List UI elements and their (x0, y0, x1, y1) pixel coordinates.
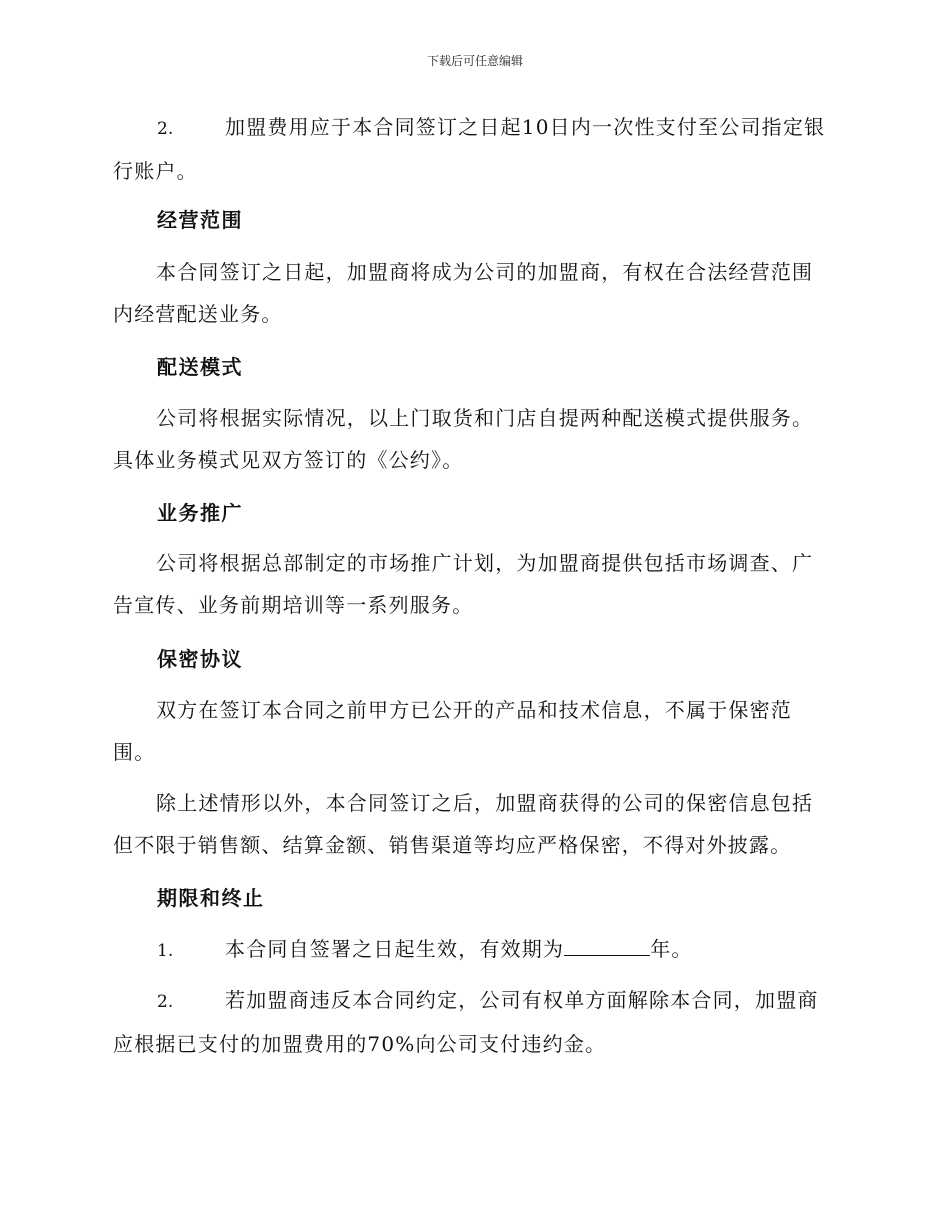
blank-line (564, 935, 650, 956)
section-body-delivery: 公司将根据实际情况，以上门取货和门店自提两种配送模式提供服务。具体业务模式见双方签订的《公约》。 (113, 406, 814, 472)
section-heading-term: 期限和终止 (157, 886, 265, 910)
section-heading-promotion: 业务推广 (157, 501, 243, 525)
section-heading-confidentiality: 保密协议 (157, 647, 243, 671)
clause-text-after: 年。 (650, 937, 693, 961)
clause-text-before: 本合同自签署之日起生效，有效期为 (225, 937, 565, 961)
section-body-confidentiality-1: 双方在签订本合同之前甲方已公开的产品和技术信息，不属于保密范围。 (113, 698, 792, 764)
section-heading-scope: 经营范围 (157, 208, 243, 232)
clause-number: 1. (157, 941, 174, 961)
page-header: 下载后可任意编辑 (426, 54, 523, 68)
clause-text: 加盟费用应于本合同签订之日起10日内一次性支付至公司指定银行账户。 (113, 115, 826, 183)
clause-number: 2. (157, 992, 174, 1012)
term-clause-1 (113, 928, 833, 972)
section-heading-delivery: 配送模式 (157, 355, 243, 379)
clause-text: 若加盟商违反本合同约定，公司有权单方面解除本合同，加盟商应根据已支付的加盟费用的70%向公司支付违约金。 (113, 988, 819, 1056)
term-clause-2 (113, 979, 833, 1065)
fee-clause-2 (113, 106, 833, 192)
section-body-promotion: 公司将根据总部制定的市场推广计划，为加盟商提供包括市场调查、广告宣传、业务前期培训等一系列服务。 (113, 551, 814, 617)
section-body-confidentiality-2: 除上述情形以外，本合同签订之后，加盟商获得的公司的保密信息包括但不限于销售额、结算金额、销售渠道等均应严格保密，不得对外披露。 (113, 791, 814, 857)
section-body-scope: 本合同签订之日起，加盟商将成为公司的加盟商，有权在合法经营范围内经营配送业务。 (113, 260, 814, 326)
clause-number: 2. (157, 119, 174, 139)
